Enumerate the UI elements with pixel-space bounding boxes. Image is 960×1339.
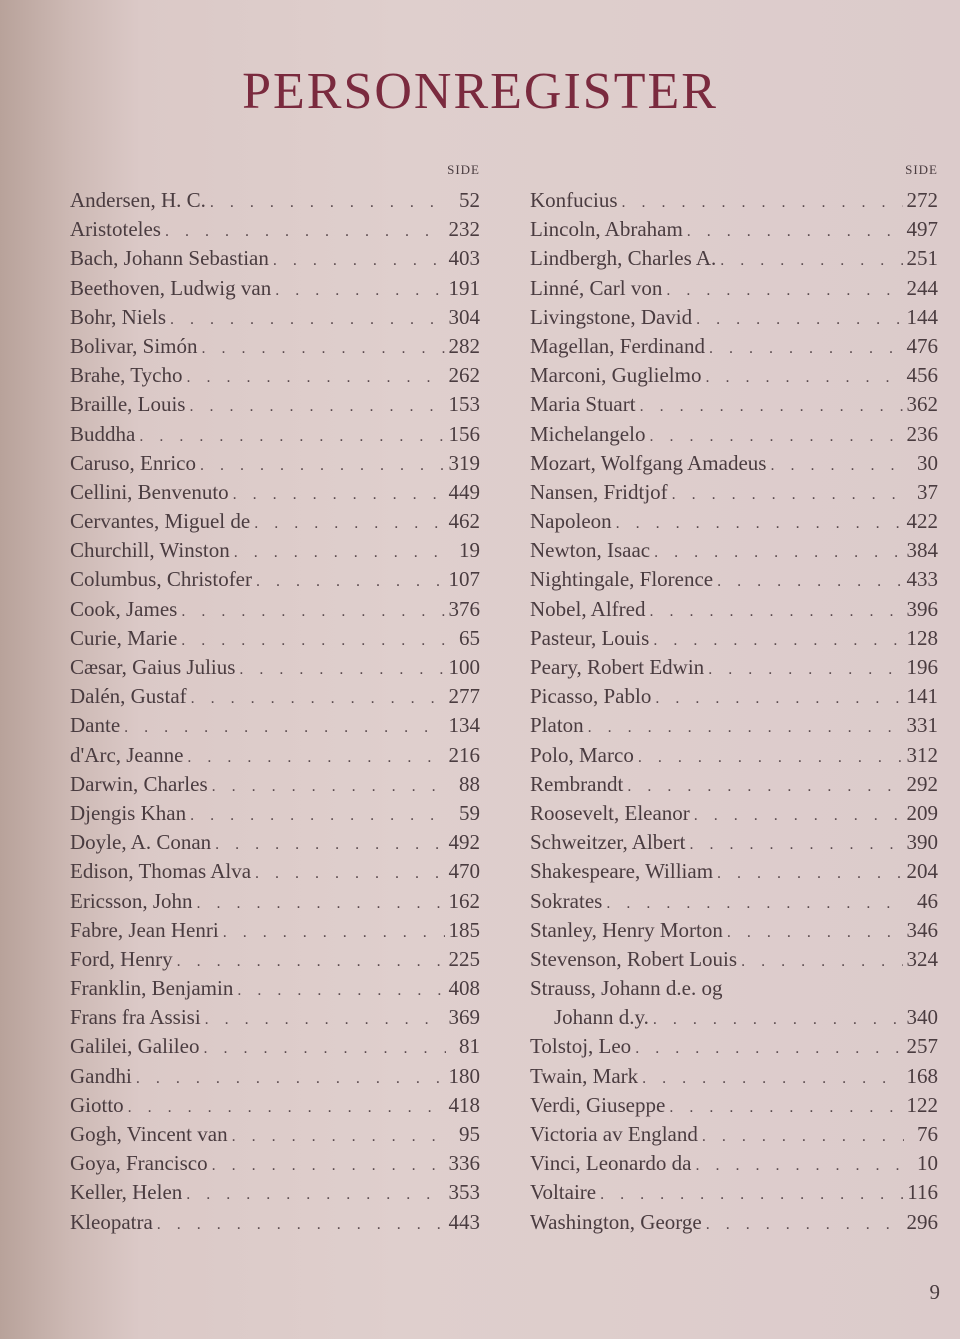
entry-page-number: 433 — [906, 567, 938, 592]
dot-leader — [197, 889, 445, 918]
entry-name: Lincoln, Abraham — [530, 217, 683, 242]
dot-leader — [635, 1034, 902, 1063]
dot-leader — [165, 217, 445, 246]
index-entry — [70, 682, 480, 711]
entry-name: Beethoven, Ludwig van — [70, 275, 272, 300]
index-entry — [530, 1003, 938, 1032]
entry-name: Cook, James — [70, 596, 178, 621]
dot-leader — [606, 889, 904, 918]
index-entry — [70, 332, 480, 361]
entry-page-number: 497 — [906, 217, 938, 242]
index-entry — [530, 1091, 938, 1120]
entry-page-number: 257 — [906, 1034, 938, 1059]
index-entry — [70, 1178, 480, 1207]
dot-leader — [669, 1093, 902, 1122]
entry-page-number: 88 — [459, 771, 480, 796]
dot-leader — [237, 976, 444, 1005]
entry-name: Polo, Marco — [530, 742, 634, 767]
entry-name: Franklin, Benjamin — [70, 976, 234, 1001]
entry-page-number: 340 — [906, 1005, 938, 1030]
index-entry — [530, 244, 938, 273]
page-number: 9 — [929, 1280, 940, 1304]
index-entry — [70, 974, 480, 1003]
entry-name: Sokrates — [530, 888, 603, 913]
index-entry — [70, 274, 480, 303]
dot-leader — [136, 1064, 445, 1093]
dot-leader — [622, 188, 903, 217]
dot-leader — [186, 1180, 444, 1209]
entry-page-number: 282 — [448, 333, 480, 358]
index-entry — [70, 215, 480, 244]
index-entry — [530, 536, 938, 565]
index-entry — [70, 595, 480, 624]
entry-name: Churchill, Winston — [70, 538, 230, 563]
dot-leader — [694, 801, 903, 830]
entry-name: Roosevelt, Eleanor — [530, 800, 690, 825]
index-entry — [530, 711, 938, 740]
entry-page-number: 191 — [448, 275, 480, 300]
index-entry — [70, 507, 480, 536]
index-entry — [530, 1149, 938, 1178]
dot-leader — [720, 246, 902, 275]
entry-name: Stanley, Henry Morton — [530, 917, 723, 942]
entry-name: Darwin, Charles — [70, 771, 208, 796]
dot-leader — [215, 830, 444, 859]
index-entry — [70, 303, 480, 332]
index-entry — [530, 857, 938, 886]
entry-name: Nobel, Alfred — [530, 596, 646, 621]
dot-leader — [708, 655, 902, 684]
entry-name: Strauss, Johann d.e. og — [530, 976, 723, 1001]
dot-leader — [254, 509, 444, 538]
entry-name: Edison, Thomas Alva — [70, 859, 252, 884]
index-entry — [70, 1003, 480, 1032]
entry-name: Djengis Khan — [70, 800, 187, 825]
index-entry — [70, 390, 480, 419]
entry-name: Columbus, Christofer — [70, 567, 252, 592]
entry-name: Victoria av England — [530, 1122, 698, 1146]
dot-leader — [741, 947, 902, 976]
dot-leader — [181, 626, 446, 655]
entry-page-number: 462 — [448, 509, 480, 534]
entry-name: Nightingale, Florence — [530, 567, 714, 592]
index-entry — [530, 274, 938, 303]
entry-name: Voltaire — [530, 1180, 597, 1205]
entry-page-number: 408 — [448, 976, 480, 1001]
entry-page-number: 232 — [448, 217, 480, 242]
entry-page-number: 456 — [906, 363, 938, 388]
entry-page-number: 304 — [448, 304, 480, 329]
entry-page-number: 449 — [448, 479, 480, 504]
dot-leader — [588, 713, 903, 742]
entry-name: Dante — [70, 713, 121, 738]
entry-name: Cellini, Benvenuto — [70, 479, 229, 504]
dot-leader — [273, 246, 445, 275]
entry-name: Fabre, Jean Henri — [70, 917, 219, 942]
dot-leader — [727, 918, 903, 947]
dot-leader — [702, 1122, 904, 1151]
entry-name: Rembrandt — [530, 771, 624, 796]
dot-leader — [189, 392, 444, 421]
index-entry — [530, 887, 938, 916]
entry-page-number: 209 — [906, 800, 938, 825]
index-entry — [70, 799, 480, 828]
dot-leader — [770, 451, 904, 480]
index-entry — [70, 857, 480, 886]
entry-name: Livingstone, David — [530, 304, 693, 329]
entry-page-number: 251 — [906, 246, 938, 271]
entry-name: Washington, George — [530, 1209, 702, 1234]
entry-page-number: 180 — [448, 1063, 480, 1088]
dot-leader — [191, 684, 445, 713]
entry-name: Schweitzer, Albert — [530, 830, 686, 855]
dot-leader — [170, 305, 445, 334]
page-title: PERSONREGISTER — [242, 63, 718, 120]
dot-leader — [128, 1093, 445, 1122]
dot-leader — [239, 655, 444, 684]
index-entry — [530, 507, 938, 536]
entry-name: Cæsar, Gaius Julius — [70, 655, 236, 679]
dot-leader — [672, 480, 904, 509]
dot-leader — [124, 713, 444, 742]
entry-name: Marconi, Guglielmo — [530, 363, 702, 388]
entry-name: d'Arc, Jeanne — [70, 742, 184, 767]
entry-page-number: 107 — [448, 567, 480, 592]
entry-page-number: 144 — [906, 304, 938, 329]
index-entry — [530, 390, 938, 419]
dot-leader — [212, 772, 446, 801]
entry-name: Peary, Robert Edwin — [530, 655, 705, 679]
index-entry — [530, 741, 938, 770]
entry-name: Pasteur, Louis — [530, 625, 650, 650]
right-column-header: SIDE — [905, 162, 938, 177]
entry-name: Kleopatra — [70, 1209, 153, 1234]
entry-page-number: 46 — [917, 888, 938, 913]
index-entry — [530, 332, 938, 361]
index-entry — [530, 799, 938, 828]
dot-leader — [638, 743, 903, 772]
index-entry — [530, 624, 938, 653]
index-entry — [70, 916, 480, 945]
dot-leader — [256, 567, 445, 596]
left-column-header: SIDE — [447, 162, 480, 177]
index-entry — [530, 1208, 938, 1237]
index-entry — [530, 770, 938, 799]
dot-leader — [157, 1210, 445, 1239]
dot-leader — [689, 830, 902, 859]
entry-page-number: 362 — [906, 392, 938, 417]
dot-leader — [655, 684, 902, 713]
entry-page-number: 116 — [907, 1180, 938, 1205]
entry-name: Gandhi — [70, 1063, 132, 1088]
index-entry — [530, 653, 938, 682]
index-entry — [70, 770, 480, 799]
dot-leader — [600, 1180, 903, 1209]
entry-page-number: 476 — [906, 333, 938, 358]
entry-name: Johann d.y. — [554, 1005, 649, 1030]
entry-name: Newton, Isaac — [530, 538, 651, 563]
entry-page-number: 52 — [459, 188, 480, 212]
entry-page-number: 353 — [448, 1180, 480, 1205]
entry-page-number: 292 — [906, 771, 938, 796]
dot-leader — [653, 1005, 903, 1034]
index-entry — [70, 361, 480, 390]
index-entry — [530, 1032, 938, 1061]
entry-name: Brahe, Tycho — [70, 363, 183, 388]
dot-leader — [186, 363, 444, 392]
index-entry — [530, 1062, 938, 1091]
index-entry — [530, 449, 938, 478]
entry-page-number: 422 — [906, 509, 938, 534]
entry-page-number: 396 — [906, 596, 938, 621]
index-entry — [530, 945, 938, 974]
entry-page-number: 331 — [906, 713, 938, 738]
entry-page-number: 122 — [906, 1092, 938, 1117]
entry-page-number: 59 — [459, 800, 480, 825]
entry-page-number: 277 — [448, 684, 480, 709]
dot-leader — [233, 480, 445, 509]
entry-name: Gogh, Vincent van — [70, 1122, 228, 1146]
dot-leader — [205, 1005, 445, 1034]
entry-page-number: 168 — [906, 1063, 938, 1088]
entry-page-number: 100 — [448, 655, 480, 679]
index-entry — [70, 536, 480, 565]
entry-name: Buddha — [70, 421, 136, 446]
dot-leader — [210, 188, 446, 217]
entry-page-number: 141 — [906, 684, 938, 709]
dot-leader — [202, 334, 445, 363]
index-entry — [530, 1120, 938, 1149]
entry-name: Platon — [530, 713, 584, 738]
entry-page-number: 76 — [917, 1122, 938, 1146]
dot-leader — [627, 772, 902, 801]
entry-page-number: 236 — [906, 421, 938, 446]
index-entry — [70, 887, 480, 916]
dot-leader — [616, 509, 903, 538]
entry-name: Maria Stuart — [530, 392, 636, 417]
entry-page-number: 369 — [448, 1005, 480, 1030]
entry-page-number: 162 — [448, 888, 480, 913]
entry-page-number: 384 — [906, 538, 938, 563]
dot-leader — [666, 276, 902, 305]
index-entry — [70, 565, 480, 594]
entry-name: Lindbergh, Charles A. — [530, 246, 717, 271]
index-entry — [70, 741, 480, 770]
entry-name: Bohr, Niels — [70, 304, 166, 329]
entry-page-number: 319 — [448, 450, 480, 475]
entry-name: Mozart, Wolfgang Amadeus — [530, 450, 767, 475]
index-entry — [70, 1149, 480, 1178]
index-entry — [530, 828, 938, 857]
entry-name: Vinci, Leonardo da — [530, 1151, 692, 1176]
entry-name: Tolstoj, Leo — [530, 1034, 632, 1059]
entry-name: Caruso, Enrico — [70, 450, 196, 475]
dot-leader — [203, 1034, 446, 1063]
entry-page-number: 65 — [459, 625, 480, 650]
entry-name: Frans fra Assisi — [70, 1005, 201, 1030]
index-entry — [70, 420, 480, 449]
entry-name: Ericsson, John — [70, 888, 193, 913]
entry-page-number: 196 — [906, 655, 938, 679]
entry-page-number: 336 — [448, 1151, 480, 1176]
entry-page-number: 156 — [448, 421, 480, 446]
index-entry — [70, 1208, 480, 1237]
index-entry — [70, 1032, 480, 1061]
dot-leader — [695, 1151, 904, 1180]
dot-leader — [223, 918, 445, 947]
entry-name: Andersen, H. C. — [70, 188, 206, 212]
dot-leader — [177, 947, 445, 976]
entry-name: Ford, Henry — [70, 946, 173, 971]
index-entry — [530, 1178, 938, 1207]
entry-page-number: 30 — [917, 450, 938, 475]
entry-name: Picasso, Pablo — [530, 684, 652, 709]
dot-leader — [275, 276, 444, 305]
entry-page-number: 128 — [906, 625, 938, 650]
entry-page-number: 10 — [917, 1151, 938, 1176]
dot-leader — [706, 1210, 903, 1239]
entry-page-number: 81 — [459, 1034, 480, 1059]
index-entry — [70, 945, 480, 974]
left-entry-list — [70, 186, 480, 1237]
dot-leader — [234, 538, 446, 567]
entry-name: Michelangelo — [530, 421, 646, 446]
index-entry — [70, 653, 480, 682]
entry-page-number: 324 — [906, 946, 938, 971]
index-entry — [530, 595, 938, 624]
dot-leader — [640, 392, 903, 421]
entry-name: Galilei, Galileo — [70, 1034, 200, 1059]
entry-page-number: 390 — [906, 830, 938, 855]
entry-name: Curie, Marie — [70, 625, 178, 650]
entry-page-number: 272 — [906, 188, 938, 212]
dot-leader — [212, 1151, 445, 1180]
index-entry — [70, 711, 480, 740]
index-entry — [70, 449, 480, 478]
entry-page-number: 418 — [448, 1092, 480, 1117]
index-entry — [530, 974, 938, 1003]
right-column — [530, 160, 938, 1237]
entry-page-number: 376 — [448, 596, 480, 621]
dot-leader — [187, 743, 444, 772]
entry-page-number: 312 — [906, 742, 938, 767]
entry-name: Giotto — [70, 1092, 124, 1117]
index-entry — [530, 565, 938, 594]
index-entry — [70, 828, 480, 857]
entry-page-number: 492 — [448, 830, 480, 855]
dot-leader — [649, 597, 902, 626]
entry-page-number: 37 — [917, 479, 938, 504]
entry-name: Napoleon — [530, 509, 612, 534]
right-entry-list — [530, 186, 938, 1237]
entry-page-number: 403 — [448, 246, 480, 271]
dot-leader — [696, 305, 902, 334]
entry-page-number: 296 — [906, 1209, 938, 1234]
dot-leader — [649, 422, 902, 451]
index-entry — [70, 624, 480, 653]
dot-leader — [717, 859, 902, 888]
dot-leader — [232, 1122, 446, 1151]
index-entry — [70, 478, 480, 507]
index-entry — [70, 1062, 480, 1091]
entry-name: Goya, Francisco — [70, 1151, 208, 1176]
index-entry — [530, 361, 938, 390]
entry-name: Twain, Mark — [530, 1063, 639, 1088]
dot-leader — [653, 626, 902, 655]
index-entry — [530, 186, 938, 215]
entry-name: Aristoteles — [70, 217, 161, 242]
dot-leader — [642, 1064, 902, 1093]
entry-page-number: 185 — [448, 917, 480, 942]
entry-page-number: 244 — [906, 275, 938, 300]
index-entry — [530, 420, 938, 449]
entry-name: Cervantes, Miguel de — [70, 509, 251, 534]
entry-name: Keller, Helen — [70, 1180, 183, 1205]
entry-name: Braille, Louis — [70, 392, 186, 417]
entry-page-number: 225 — [448, 946, 480, 971]
index-entry — [530, 303, 938, 332]
dot-leader — [654, 538, 902, 567]
entry-name: Doyle, A. Conan — [70, 830, 212, 855]
entry-page-number: 216 — [448, 742, 480, 767]
index-entry — [70, 1120, 480, 1149]
entry-name: Verdi, Giuseppe — [530, 1092, 666, 1117]
entry-name: Bolivar, Simón — [70, 333, 198, 358]
entry-name: Shakespeare, William — [530, 859, 714, 884]
index-entry — [530, 478, 938, 507]
dot-leader — [717, 567, 902, 596]
entry-name: Stevenson, Robert Louis — [530, 946, 738, 971]
index-entry — [70, 244, 480, 273]
entry-page-number: 262 — [448, 363, 480, 388]
dot-leader — [139, 422, 444, 451]
entry-name: Linné, Carl von — [530, 275, 663, 300]
entry-name: Konfucius — [530, 188, 618, 212]
entry-page-number: 346 — [906, 917, 938, 942]
entry-page-number: 19 — [459, 538, 480, 563]
dot-leader — [705, 363, 902, 392]
entry-page-number: 95 — [459, 1122, 480, 1146]
entry-page-number: 443 — [448, 1209, 480, 1234]
entry-name: Bach, Johann Sebastian — [70, 246, 269, 271]
entry-name: Dalén, Gustaf — [70, 684, 187, 709]
entry-page-number: 470 — [448, 859, 480, 884]
dot-leader — [190, 801, 446, 830]
left-column — [70, 160, 480, 1237]
index-entry — [70, 1091, 480, 1120]
dot-leader — [181, 597, 444, 626]
dot-leader — [709, 334, 903, 363]
index-entry — [530, 215, 938, 244]
index-entry — [530, 682, 938, 711]
dot-leader — [200, 451, 445, 480]
entry-page-number: 153 — [448, 392, 480, 417]
index-entry — [530, 916, 938, 945]
entry-page-number: 134 — [448, 713, 480, 738]
entry-name: Magellan, Ferdinand — [530, 333, 705, 358]
entry-page-number: 204 — [906, 859, 938, 884]
dot-leader — [687, 217, 903, 246]
entry-name: Nansen, Fridtjof — [530, 479, 668, 504]
dot-leader — [255, 859, 444, 888]
index-entry — [70, 186, 480, 215]
